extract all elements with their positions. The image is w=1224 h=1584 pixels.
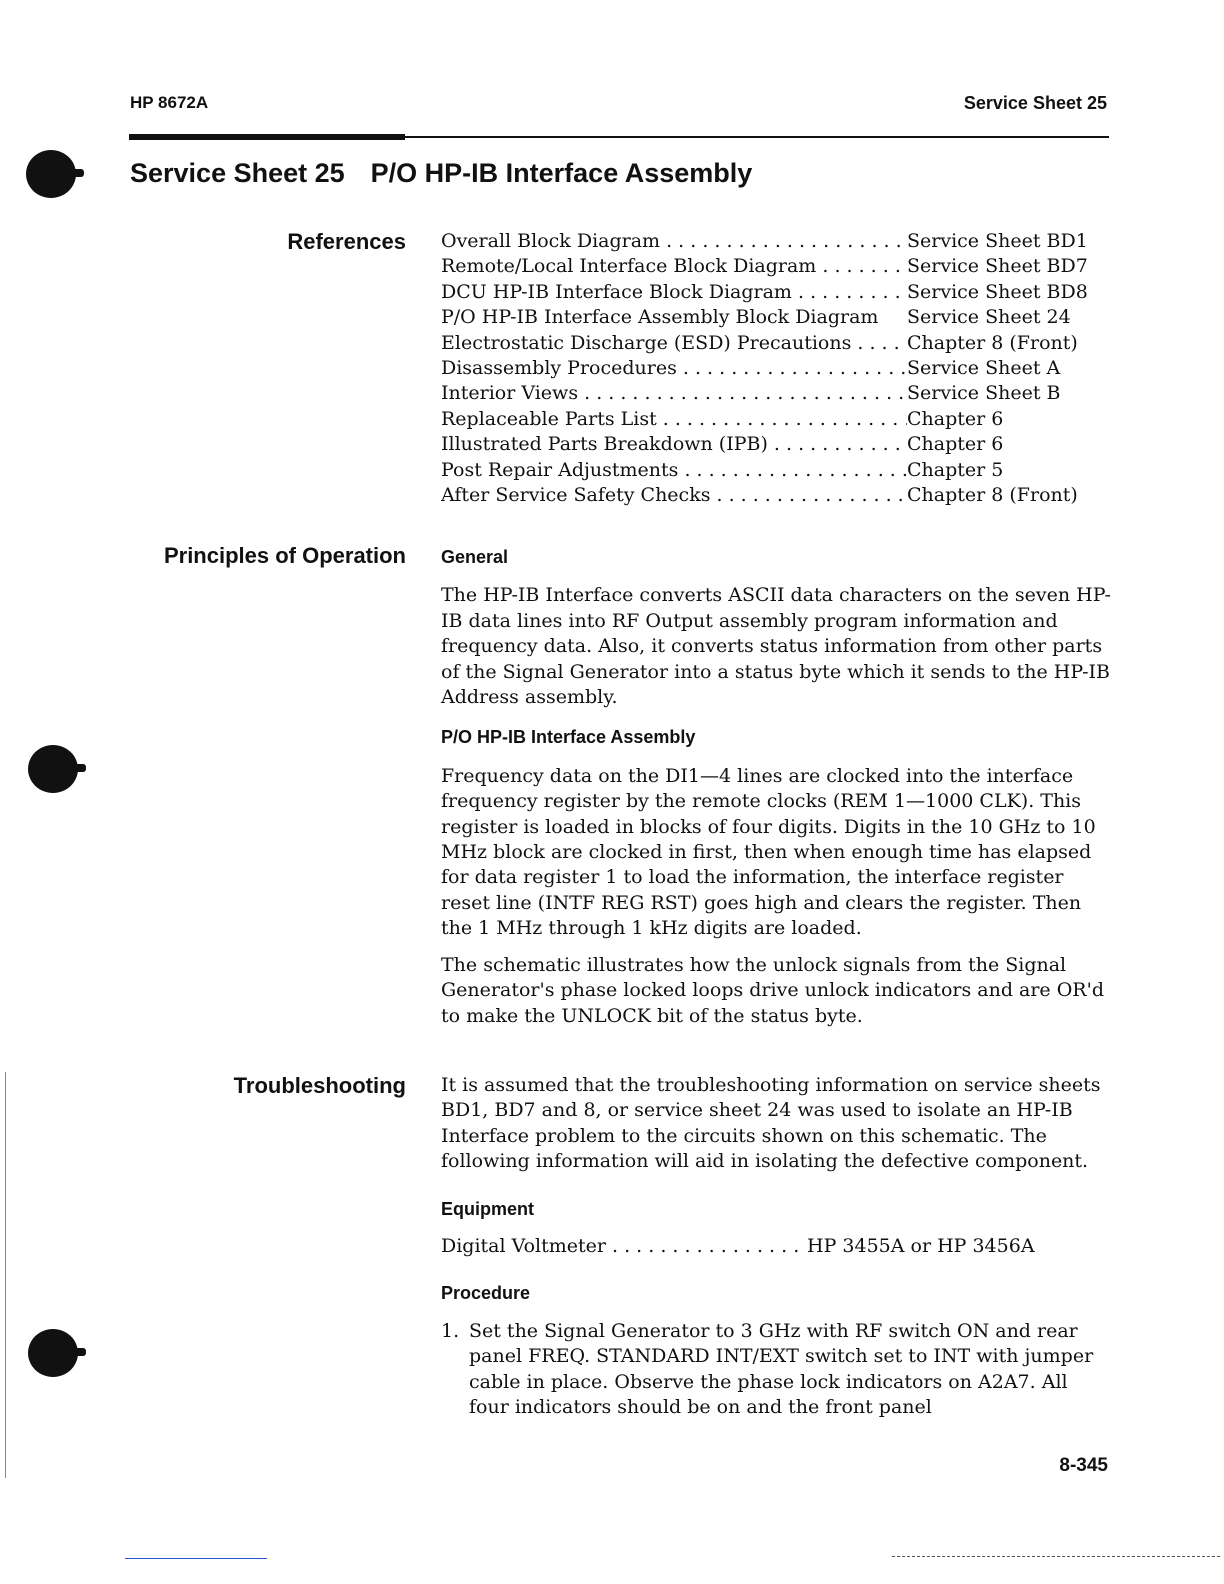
procedure-step-text: Set the Signal Generator to 3 GHz with RF switch ON and rear panel FREQ. STANDARD INT/EXT switch set to INT with jumper cable in place. Observe the phase lock indicators on A2A7. All four indicators should be on and the front panel xyxy=(469,1319,1094,1419)
title-assembly: P/O HP-IB Interface Assembly xyxy=(370,158,753,188)
reference-row xyxy=(441,254,1111,279)
reference-row xyxy=(441,305,1111,330)
reference-row xyxy=(441,432,1111,457)
assembly-text: Frequency data on the DI1—4 lines are clocked into the interface frequency register by the remote clocks (REM 1—1000 CLK). This register is loaded in blocks of four digits. Digits in the 10 GHz to 10 MHz block are clocked in first, then when enough time has elapsed for data register 1 to load the information, the interface register reset line (INTF REG RST) goes high and clears the register. Then the 1 MHz through 1 kHz digits are loaded. xyxy=(441,764,1096,940)
reference-name: Illustrated Parts Breakdown (IPB) . . . xyxy=(441,432,907,457)
reference-target: Service Sheet A xyxy=(907,357,1061,380)
general-heading: General xyxy=(441,547,509,567)
reference-name: DCU HP-IB Interface Block Diagram . . . xyxy=(441,280,907,305)
principles-heading: Principles of Operation xyxy=(163,543,406,568)
reference-name: After Service Safety Checks . . . xyxy=(441,483,907,508)
equipment-name: Digital Voltmeter . . . xyxy=(441,1234,807,1259)
equipment-heading: Equipment xyxy=(441,1198,534,1219)
assembly-text: The schematic illustrates how the unlock signals from the Signal Generator's phase locked loops drive unlock indicators and are OR'd to make the UNLOCK bit of the status byte. xyxy=(441,953,1104,1027)
reference-row xyxy=(441,331,1111,356)
reference-target: Service Sheet BD1 xyxy=(907,230,1088,252)
troubleshooting-intro: It is assumed that the troubleshooting information on service sheets BD1, BD7 and 8, or service sheet 24 was used to isolate an HP-IB Interface problem to the circuits shown on this schematic. The following information will aid in isolating the defective component. xyxy=(441,1074,1101,1173)
reference-name: Overall Block Diagram . . . xyxy=(441,229,907,254)
reference-row xyxy=(441,356,1111,381)
reference-row xyxy=(441,381,1111,406)
reference-row xyxy=(441,280,1111,305)
page-number: 8-345 xyxy=(1059,1455,1108,1476)
page-title xyxy=(130,158,752,189)
scan-edge-line xyxy=(5,1072,6,1478)
binder-hole-icon xyxy=(26,150,76,198)
troubleshooting-heading: Troubleshooting xyxy=(233,1073,406,1098)
general-text: The HP-IB Interface converts ASCII data characters on the seven HP-IB data lines into RF Output assembly program information and frequency data. Also, it converts status information from other parts of the Signal Generator into a status byte which it sends to the HP-IB Address assembly. xyxy=(441,584,1111,709)
reference-name: Remote/Local Interface Block Diagram . . . xyxy=(441,254,907,279)
reference-target: Chapter 6 xyxy=(907,433,1004,456)
footer-rule xyxy=(125,1558,267,1559)
footer-rule xyxy=(892,1556,1220,1557)
reference-target: Chapter 5 xyxy=(907,458,1004,481)
binder-hole-icon xyxy=(28,1329,78,1377)
assembly-heading: P/O HP-IB Interface Assembly xyxy=(441,727,696,748)
reference-name: P/O HP-IB Interface Assembly Block Diagram xyxy=(441,306,879,329)
references-list xyxy=(441,229,1111,508)
troubleshooting-section xyxy=(441,1073,1111,1420)
reference-name: Interior Views . . . xyxy=(441,381,907,406)
procedure-heading: Procedure xyxy=(441,1283,531,1304)
procedure-step-number: 1. xyxy=(441,1319,460,1342)
reference-name: Disassembly Procedures . . . xyxy=(441,356,907,381)
reference-row xyxy=(441,229,1111,254)
reference-row xyxy=(441,483,1111,508)
binder-hole-icon xyxy=(28,745,78,793)
header-model: HP 8672A xyxy=(130,93,209,112)
header-rule xyxy=(129,136,1109,138)
header-sheet: Service Sheet 25 xyxy=(963,93,1107,113)
title-sheet-label: Service Sheet 25 xyxy=(130,158,345,188)
principles-section xyxy=(441,545,1111,1029)
reference-name: Electrostatic Discharge (ESD) Precautions . . . xyxy=(441,331,907,356)
reference-target: Service Sheet B xyxy=(907,382,1061,405)
reference-target: Service Sheet BD8 xyxy=(907,280,1088,303)
reference-target: Service Sheet 24 xyxy=(907,306,1071,329)
procedure-step xyxy=(441,1319,1111,1421)
reference-name: Replaceable Parts List . . . xyxy=(441,407,907,432)
reference-name: Post Repair Adjustments . . . xyxy=(441,458,907,483)
reference-target: Chapter 8 (Front) xyxy=(907,484,1078,507)
reference-row xyxy=(441,407,1111,432)
equipment-model: HP 3455A or HP 3456A xyxy=(807,1235,1035,1258)
references-heading: References xyxy=(287,229,406,254)
reference-target: Chapter 6 xyxy=(907,407,1004,430)
equipment-row xyxy=(441,1234,1111,1259)
reference-target: Service Sheet BD7 xyxy=(907,255,1088,278)
reference-target: Chapter 8 (Front) xyxy=(907,331,1078,354)
reference-row xyxy=(441,458,1111,483)
